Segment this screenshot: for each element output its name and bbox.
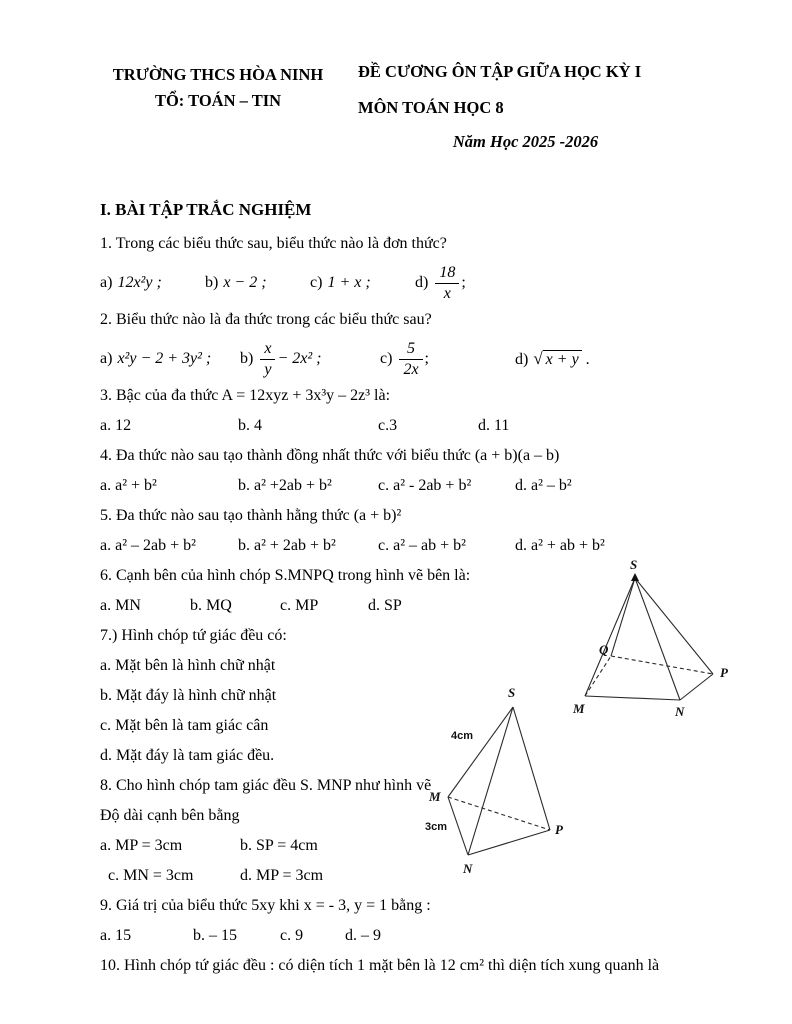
q6-option-c: c. MP	[280, 597, 319, 615]
edge-mp-hidden	[448, 797, 550, 830]
q7-option-a: a. Mặt bên là hình chữ nhật	[100, 657, 276, 675]
edge-sm	[448, 707, 513, 797]
fraction-denominator: x	[443, 284, 451, 302]
radical-body: x + y	[543, 350, 582, 368]
edge-np	[468, 830, 550, 855]
q7-option-d: d. Mặt đáy là tam giác đều.	[100, 747, 275, 765]
q1-option-c-value: 1 + x ;	[327, 274, 371, 292]
q8-text: 8. Cho hình chóp tam giác đều S. MNP như hình vẽ	[100, 777, 432, 795]
q4-option-d: d. a² – b²	[515, 477, 572, 495]
edge-sp	[513, 707, 550, 830]
q2-option-c-suffix: ;	[424, 349, 429, 367]
q8-options-row1	[100, 836, 725, 856]
edge-mq-hidden	[585, 656, 611, 696]
q8-option-c: c. MN = 3cm	[108, 867, 194, 885]
q5-options	[100, 536, 725, 556]
q4-options	[100, 476, 725, 496]
q1-option-b-value: x − 2 ;	[223, 274, 267, 292]
q2-option-d-suffix: .	[585, 350, 590, 368]
q3-options	[100, 416, 725, 436]
q2-text: 2. Biểu thức nào là đa thức trong các biểu thức sau?	[100, 311, 432, 329]
q7-option-b: b. Mặt đáy là hình chữ nhật	[100, 687, 277, 705]
edge-sq	[611, 578, 635, 656]
q8-option-a: a. MP = 3cm	[100, 837, 183, 855]
edge-sm	[585, 578, 635, 696]
vertex-label-s: S	[630, 557, 638, 572]
q7-text: 7.) Hình chóp tứ giác đều có:	[100, 627, 287, 645]
edge-sp	[635, 578, 713, 674]
fraction-numerator: 18	[435, 264, 459, 284]
school-department: TỔ: TOÁN – TIN	[154, 91, 282, 111]
q4-option-a: a. a² + b²	[100, 477, 157, 495]
q6-option-a: a. MN	[100, 597, 141, 615]
q2-option-c-fraction	[399, 340, 422, 378]
q2-option-a-value: x²y − 2 + 3y² ;	[117, 350, 212, 368]
edge-sn	[635, 578, 680, 700]
edge-length-4cm: 4cm	[451, 730, 474, 742]
figure-pyramid-smnpq	[563, 556, 748, 724]
fraction-denominator: y	[264, 360, 272, 378]
q2-option-c-label: c)	[380, 349, 393, 367]
q4-option-b: b. a² +2ab + b²	[238, 477, 332, 495]
q8-options-row2	[100, 866, 725, 886]
q5-option-d: d. a² + ab + b²	[515, 537, 605, 555]
header-title-block	[358, 62, 693, 152]
vertex-label-n: N	[675, 704, 685, 719]
q8-option-d: d. MP = 3cm	[240, 867, 324, 885]
radical-sign: √	[533, 348, 543, 368]
q7-option-c: c. Mặt bên là tam giác cân	[100, 717, 269, 735]
q6-option-d: d. SP	[368, 597, 402, 615]
fraction-numerator: x	[260, 340, 275, 360]
vertex-label-p: P	[555, 822, 563, 837]
exam-year: Năm Học 2025 -2026	[452, 132, 599, 151]
q4-text: 4. Đa thức nào sau tạo thành đồng nhất thức với biểu thức (a + b)(a – b)	[100, 447, 560, 465]
q2-option-c	[380, 340, 515, 378]
q1-option-c-label: c)	[310, 274, 323, 292]
q9-option-c: c. 9	[280, 927, 304, 945]
vertex-label-n: N	[463, 861, 473, 876]
q9-options	[100, 926, 725, 946]
exam-title: ĐỀ CƯƠNG ÔN TẬP GIỮA HỌC KỲ I	[358, 62, 642, 81]
q2-option-b-label: b)	[240, 349, 254, 367]
q9-option-a: a. 15	[100, 927, 132, 945]
vertex-label-m: M	[429, 789, 441, 804]
exam-subject: MÔN TOÁN HỌC 8	[358, 98, 504, 117]
q5-option-c: c. a² – ab + b²	[378, 537, 466, 555]
vertex-label-m: M	[573, 701, 585, 716]
q1-option-a-label: a)	[100, 274, 113, 292]
q1-option-d-label: d)	[415, 273, 429, 291]
q2-option-b-fraction	[260, 340, 275, 378]
apex-marker	[631, 573, 639, 581]
q1-option-b-label: b)	[205, 274, 219, 292]
q5-text: 5. Đa thức nào sau tạo thành hằng thức (a + b)²	[100, 507, 402, 525]
q1-options	[100, 264, 725, 302]
q3-option-a: a. 12	[100, 417, 132, 435]
q2-option-a-label: a)	[100, 350, 113, 368]
q5-option-b: b. a² + 2ab + b²	[238, 537, 336, 555]
edge-qp-hidden	[611, 656, 713, 674]
q2-option-d-label: d)	[515, 350, 529, 368]
q1-option-c	[310, 273, 415, 293]
q1-option-a	[100, 273, 205, 293]
edge-mn	[585, 696, 680, 700]
school-name: TRƯỜNG THCS HÒA NINH	[112, 65, 324, 84]
header-school-block	[98, 62, 338, 115]
fraction-numerator: 5	[399, 340, 422, 360]
q8-option-b: b. SP = 4cm	[240, 837, 318, 855]
q8-text2: Độ dài cạnh bên bằng	[100, 807, 240, 825]
q9-option-b: b. – 15	[193, 927, 237, 945]
q1-option-b	[205, 273, 310, 293]
q5-option-a: a. a² – 2ab + b²	[100, 537, 196, 555]
q2-option-d-radical	[533, 348, 581, 368]
q3-option-b: b. 4	[238, 417, 262, 435]
q1-option-d-suffix: ;	[461, 273, 466, 291]
edge-sn	[468, 707, 513, 855]
pyramid-smnpq-edges	[585, 578, 713, 700]
q2-option-b	[240, 340, 380, 378]
q1-text: 1. Trong các biểu thức sau, biểu thức nào là đơn thức?	[100, 235, 447, 252]
edge-length-3cm: 3cm	[425, 821, 448, 833]
q2-option-b-rest: − 2x² ;	[277, 349, 322, 367]
q3-option-d: d. 11	[478, 417, 510, 435]
fraction-denominator: 2x	[403, 360, 419, 378]
edge-np	[680, 674, 713, 700]
q6-option-b: b. MQ	[190, 597, 232, 615]
q3-option-c: c.3	[378, 417, 398, 435]
q9-text: 9. Giá trị của biểu thức 5xy khi x = - 3, y = 1 bằng :	[100, 897, 431, 915]
q1-option-d-fraction	[435, 264, 459, 302]
q10-text: 10. Hình chóp tứ giác đều : có diện tích 1 mặt bên là 12 cm² thì diện tích xung quanh là	[100, 957, 660, 975]
section-title: I. BÀI TẬP TRẮC NGHIỆM	[100, 200, 312, 219]
vertex-label-s: S	[508, 685, 516, 700]
vertex-label-q: Q	[599, 642, 609, 657]
q2-option-d	[515, 349, 590, 370]
q1-option-d	[415, 264, 466, 302]
q6-text: 6. Cạnh bên của hình chóp S.MNPQ trong hình vẽ bên là:	[100, 567, 471, 585]
q9-option-d: d. – 9	[345, 927, 381, 945]
vertex-label-p: P	[720, 665, 728, 680]
figure-pyramid-smnp	[423, 673, 575, 881]
q3-text: 3. Bậc của đa thức A = 12xyz + 3x³y – 2z³ là:	[100, 387, 391, 405]
q2-option-a	[100, 349, 240, 369]
q1-option-a-value: 12x²y ;	[117, 274, 162, 292]
edge-mn	[448, 797, 468, 855]
q4-option-c: c. a² - 2ab + b²	[378, 477, 472, 495]
q2-options	[100, 340, 725, 378]
